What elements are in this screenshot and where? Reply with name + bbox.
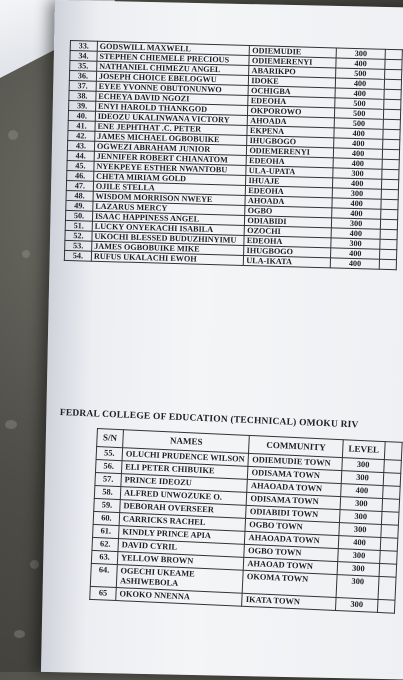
cell-sn: 61.: [93, 524, 120, 538]
cell-sn: 42.: [68, 130, 95, 141]
cell-level: 300: [340, 497, 383, 512]
cell-level: 300: [338, 549, 381, 564]
cell-name: LUCKY ONYEKACHI ISABILA: [92, 221, 245, 235]
cell-name: OLUCHI PRUDENCE WILSON: [122, 448, 249, 467]
cell-cutoff: [384, 89, 401, 99]
cell-level: 400: [336, 58, 385, 69]
cell-cutoff: [383, 486, 401, 500]
cell-community: OKOMA TOWN: [243, 570, 337, 597]
cell-name: YELLOW BROWN: [117, 552, 244, 571]
cell-community: ODISAMA TOWN: [248, 466, 342, 483]
cell-name: OKOKO NNENNA: [116, 588, 243, 607]
cell-community: EKPENA: [247, 125, 334, 137]
header-sn: S/N: [97, 429, 124, 448]
cell-cutoff: [384, 79, 401, 89]
cell-level: 400: [331, 248, 380, 259]
cell-sn: 60.: [93, 511, 120, 525]
cell-sn: 47.: [66, 180, 93, 191]
cell-sn: 44.: [67, 150, 94, 161]
cell-cutoff: [381, 209, 398, 219]
cell-community: AHAOADA TOWN: [245, 531, 339, 548]
cell-name: JAMES MICHAEL OGBOBUIKE: [95, 131, 248, 145]
cell-cutoff: [380, 239, 397, 249]
cell-name: ELI PETER CHIBUIKE: [121, 461, 248, 480]
cell-community: ODIEMUDIE: [250, 46, 337, 58]
cell-level: 300: [342, 458, 385, 473]
cell-community: IHUGBOGO: [247, 135, 334, 147]
cell-name: OJILE STELLA: [93, 181, 246, 195]
cell-level: 400: [333, 178, 382, 189]
cell-level: 300: [335, 598, 378, 613]
cell-name: WISDOM MORRISON NWEYE: [93, 191, 246, 205]
cell-sn: 63.: [91, 550, 118, 564]
cell-cutoff: [381, 199, 398, 209]
cell-cutoff: [385, 69, 402, 79]
header-community: COMMUNITY: [249, 435, 343, 457]
cell-community: IHUGBOGO: [244, 245, 331, 257]
cell-sn: 55.: [96, 447, 123, 461]
cell-level: 300: [331, 238, 380, 249]
cell-name: GODSWILL MAXWELL: [97, 41, 250, 55]
cell-sn: 59.: [94, 498, 121, 512]
cell-cutoff: [383, 473, 401, 487]
cell-community: AHOADA: [248, 115, 335, 127]
student-list-table-2: [89, 428, 402, 614]
cell-community: ODIEMUDIE TOWN: [248, 453, 342, 470]
cell-sn: 38.: [69, 90, 96, 101]
cell-name: ENYI HAROLD THANKGOD: [95, 101, 248, 115]
cell-cutoff: [382, 169, 399, 179]
cell-sn: 39.: [69, 100, 96, 111]
cell-community: IDOKE: [249, 76, 336, 88]
cell-cutoff: [379, 259, 396, 269]
cell-name: JOSEPH CHOICE EBELOGWU: [96, 71, 249, 85]
cell-sn: 40.: [68, 110, 95, 121]
student-list-table-1: [64, 40, 403, 270]
cell-level: 400: [331, 258, 380, 269]
header-level: LEVEL: [342, 440, 385, 460]
cell-name: ALFRED UNWOZUKE O.: [120, 487, 247, 506]
cell-community: OGBO TOWN: [244, 544, 338, 561]
cell-name: DAVID CYRIL: [118, 539, 245, 558]
cell-sn: 51.: [65, 220, 92, 231]
cell-cutoff: [382, 159, 399, 169]
cell-sn: 56.: [95, 459, 122, 473]
cell-community: IKATA TOWN: [242, 593, 336, 610]
cell-name: JAMES OGBOBUIKE MIKE: [92, 241, 245, 255]
cell-level: 300: [339, 523, 382, 538]
cell-level: 500: [335, 108, 384, 119]
cell-community: OGBO TOWN: [245, 518, 339, 535]
cell-cutoff: [383, 109, 400, 119]
cell-level: 400: [334, 138, 383, 149]
cell-community: EDEOHA: [244, 235, 331, 247]
cell-level: 400: [334, 128, 383, 139]
cell-level: 400: [332, 198, 381, 209]
cell-level: 400: [333, 158, 382, 169]
cell-cutoff: [378, 576, 396, 600]
cell-community: OKPOROWO: [248, 105, 335, 117]
cell-cutoff: [381, 512, 399, 526]
cell-community: ODIABIDI TOWN: [246, 505, 340, 522]
cell-name: CHETA MIRIAM GOLD: [93, 171, 246, 185]
cell-level: 500: [335, 98, 384, 109]
cell-name: KINDLY PRINCE APIA: [118, 526, 245, 545]
cell-name: PRINCE IDEOZU: [121, 474, 248, 493]
cell-sn: 65: [90, 586, 117, 600]
cell-cutoff: [382, 499, 400, 513]
cell-community: AHOADA: [245, 195, 332, 207]
cell-name: OGECHI UKEAME ASHIWEBOLA: [116, 565, 243, 594]
cell-community: ABARIKPO: [249, 66, 336, 78]
cell-level: 400: [331, 228, 380, 239]
cell-cutoff: [379, 563, 397, 577]
cell-community: ODIABIDI: [245, 215, 332, 227]
cell-sn: 52.: [65, 230, 92, 241]
cell-name: ENE JEPHTHAT .C. PETER: [95, 121, 248, 135]
cell-community: AHAOAD TOWN: [244, 557, 338, 574]
cell-name: ECHEYA DAVID NGOZI: [96, 91, 249, 105]
cell-sn: 43.: [67, 140, 94, 151]
cell-sn: 36.: [69, 71, 96, 82]
cell-level: 300: [333, 168, 382, 179]
header-cutoff: [384, 442, 402, 461]
cell-level: 300: [332, 218, 381, 229]
cell-name: NATHANIEL CHIMEZU ANGEL: [97, 61, 250, 75]
cell-level: 400: [338, 536, 381, 551]
cell-cutoff: [383, 119, 400, 129]
cell-cutoff: [380, 249, 397, 259]
cell-sn: 50.: [65, 210, 92, 221]
cell-level: 400: [334, 148, 383, 159]
cell-sn: 45.: [67, 160, 94, 171]
cell-cutoff: [380, 550, 398, 564]
cell-level: 300: [341, 471, 384, 486]
cell-name: OGWEZI ABRAHAM JUNIOR: [94, 141, 247, 155]
cell-community: ULA-IKATA: [244, 255, 331, 267]
cell-name: RUFUS UKALACHI EWOH: [91, 251, 244, 265]
cell-level: 300: [336, 575, 379, 600]
cell-sn: 41.: [68, 120, 95, 131]
cell-level: 400: [341, 484, 384, 499]
cell-sn: 54.: [64, 250, 91, 261]
cell-level: 400: [332, 208, 381, 219]
cell-community: OCHIGBA: [248, 86, 335, 98]
cell-cutoff: [381, 525, 399, 539]
cell-cutoff: [380, 229, 397, 239]
cell-name: ISAAC HAPPINESS ANGEL: [92, 211, 245, 225]
cell-level: 300: [339, 510, 382, 525]
cell-name: DEBORAH OVERSEER: [120, 500, 247, 519]
cell-cutoff: [384, 99, 401, 109]
cell-name: STEPHEN CHIEMELE PRECIOUS: [97, 51, 250, 65]
cell-level: 400: [336, 78, 385, 89]
cell-level: 500: [334, 118, 383, 129]
cell-level: 400: [335, 88, 384, 99]
cell-community: EDEOHA: [246, 155, 333, 167]
cell-community: ODIEMERENYI: [249, 56, 336, 68]
cell-sn: 35.: [70, 61, 97, 72]
cell-cutoff: [385, 49, 402, 59]
cell-cutoff: [380, 219, 397, 229]
cell-sn: 37.: [69, 80, 96, 91]
cell-sn: 62.: [92, 537, 119, 551]
cell-cutoff: [383, 139, 400, 149]
cell-name: CARRICKS RACHEL: [119, 513, 246, 532]
cell-cutoff: [384, 460, 402, 474]
cell-sn: 46.: [67, 170, 94, 181]
cell-cutoff: [382, 149, 399, 159]
cell-name: LAZARUS MERCY: [93, 201, 246, 215]
cell-sn: 53.: [65, 240, 92, 251]
cell-level: 500: [336, 68, 385, 79]
cell-sn: 49.: [66, 200, 93, 211]
cell-level: 300: [336, 48, 385, 59]
cell-community: ODISAMA TOWN: [247, 492, 341, 509]
cell-cutoff: [381, 189, 398, 199]
cell-community: AHAOADA TOWN: [247, 479, 341, 496]
cell-sn: 64.: [90, 563, 117, 587]
cell-sn: 33.: [70, 41, 97, 52]
cell-level: 300: [332, 188, 381, 199]
cell-sn: 58.: [94, 485, 121, 499]
cell-level: 300: [337, 562, 380, 577]
cell-community: EDEOHA: [246, 185, 333, 197]
section-title: FEDRAL COLLEGE OF EDUCATION (TECHNICAL) OMOKU RIV: [59, 408, 359, 431]
cell-cutoff: [383, 129, 400, 139]
cell-community: IHUAJE: [246, 175, 333, 187]
cell-sn: 57.: [95, 472, 122, 486]
cell-cutoff: [382, 179, 399, 189]
cell-community: EDEOHA: [248, 96, 335, 108]
cell-sn: 48.: [66, 190, 93, 201]
cell-community: OZOCHI: [245, 225, 332, 237]
cell-community: ULA-UPATA: [246, 165, 333, 177]
cell-community: ODIEMERENYI: [247, 145, 334, 157]
cell-cutoff: [380, 537, 398, 551]
cell-community: OGBO: [245, 205, 332, 217]
cell-name: IDEOZU UKALINWANA VICTORY: [95, 111, 248, 125]
header-names: NAMES: [123, 430, 250, 454]
cell-cutoff: [377, 599, 395, 613]
cell-cutoff: [385, 59, 402, 69]
cell-sn: 34.: [70, 51, 97, 62]
cell-name: JENNIFER ROBERT CHIANATOM: [94, 151, 247, 165]
cell-name: NYEKPEYE ESTHER NWANTOBU: [94, 161, 247, 175]
cell-name: UKOCHI BLESSED BUDUZHINYIMU: [92, 231, 245, 245]
cell-name: EYEE YVONNE OBUTONUNWO: [96, 81, 249, 95]
